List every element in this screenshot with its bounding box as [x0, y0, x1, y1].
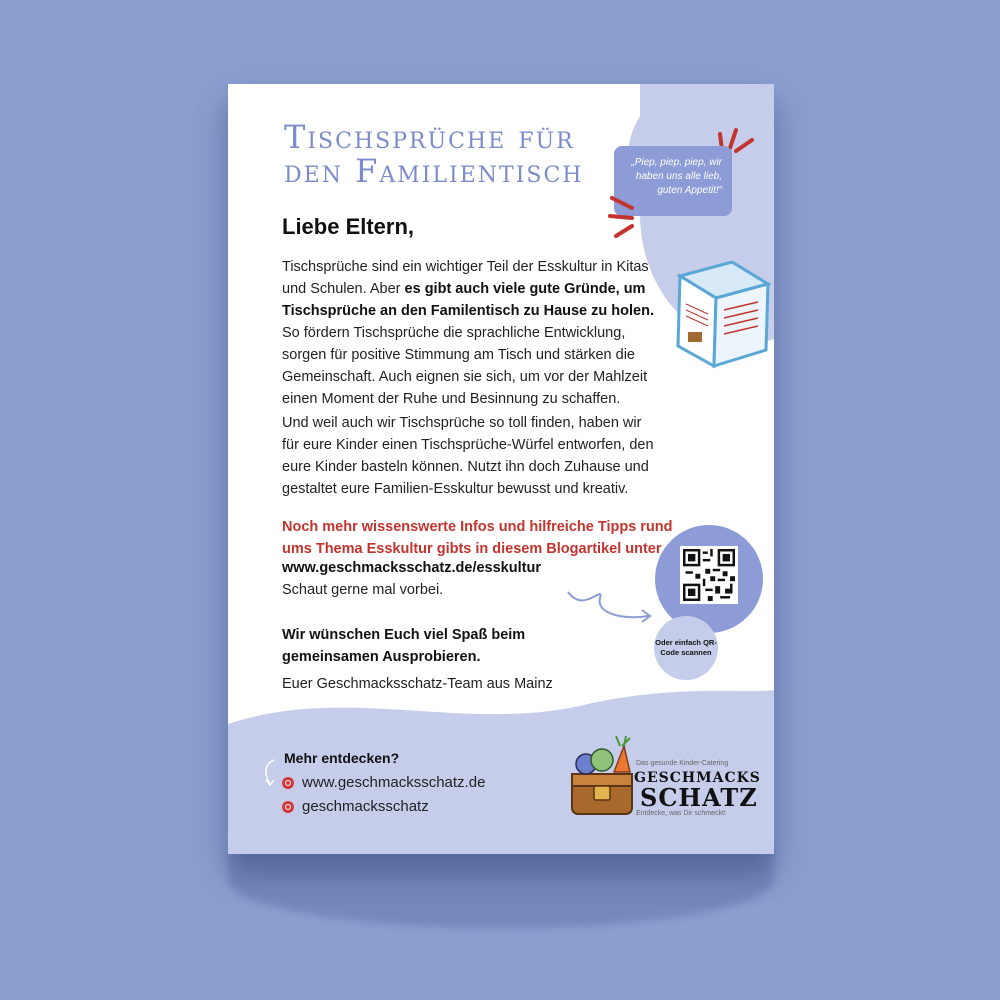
- logo-name: GESCHMACKS: [634, 770, 761, 786]
- curl-arrow-icon: [262, 758, 278, 788]
- qr-code-image[interactable]: [680, 546, 738, 604]
- footer-heading: Mehr entdecken?: [284, 750, 400, 766]
- globe-icon: [282, 777, 294, 789]
- flyer-shadow: [228, 848, 774, 928]
- instagram-text: geschmacksschatz: [302, 798, 429, 815]
- blog-link[interactable]: www.geschmacksschatz.de/esskultur: [282, 560, 541, 576]
- intro-paragraph: [282, 256, 662, 410]
- website-text: www.geschmacksschatz.de: [302, 774, 486, 791]
- instagram-icon: [282, 801, 294, 813]
- cube-paragraph: Und weil auch wir Tischsprüche so toll finden, haben wir für eure Kinder einen Tischsprüche-Würfel entworfen, den eure Kinder basteln können. Nutzt ihn doch Zuhause und gestaltet eure Familien-Esskultur bewusst und kreativ.: [282, 415, 654, 497]
- intro-bold-text: es gibt auch viele gute Gründe, um Tischsprüche an den Familentisch zu Hause zu holen.: [282, 281, 654, 319]
- blog-info-text: Noch mehr wissenswerte Infos und hilfreiche Tipps rund ums Thema Esskultur gibts in diesem Blogartikel unter: [282, 519, 673, 557]
- curly-arrow-icon: [564, 584, 654, 624]
- logo-name: SCHATZ: [640, 783, 758, 812]
- wish-text: Wir wünschen Euch viel Spaß beim gemeinsamen Ausprobieren.: [282, 627, 526, 665]
- team-signature: Euer Geschmacksschatz-Team aus Mainz: [282, 676, 553, 692]
- visit-text: Schaut gerne mal vorbei.: [282, 582, 444, 598]
- logo-slogan: Entdecke, was Dir schmeckt!: [636, 810, 726, 817]
- dice-cube-image: [672, 254, 772, 374]
- qr-hint-badge: [654, 616, 718, 680]
- page-title: [284, 120, 624, 188]
- instagram-link[interactable]: [282, 798, 429, 815]
- greeting-heading: Liebe Eltern,: [282, 214, 415, 239]
- intro-text: So fördern Tischsprüche die sprachliche Entwicklung, sorgen für positive Stimmung am Tisch und stärken die Gemeinschaft. Auch eignen sie sich, um vor der Mahlzeit einen Moment der Ruhe und Besinnung zu schaffen.: [282, 325, 648, 407]
- intro-text: Tischsprüche sind ein wichtiger Teil der Esskultur in Kitas und Schulen. Aber: [282, 259, 649, 297]
- flyer-page: [228, 84, 774, 854]
- logo-tagline: Das gesunde Kinder-Catering: [636, 760, 729, 767]
- spark-icon: [602, 194, 642, 242]
- website-link[interactable]: [282, 774, 485, 791]
- title-line: den Familientisch: [284, 152, 584, 190]
- title-line: Tischsprüche für: [284, 118, 575, 156]
- quote-bubble: „Piep, piep, piep, wir haben uns alle lieb, guten Appetit!“: [614, 146, 732, 216]
- qr-hint-text: Oder einfach QR-Code scannen: [655, 638, 717, 657]
